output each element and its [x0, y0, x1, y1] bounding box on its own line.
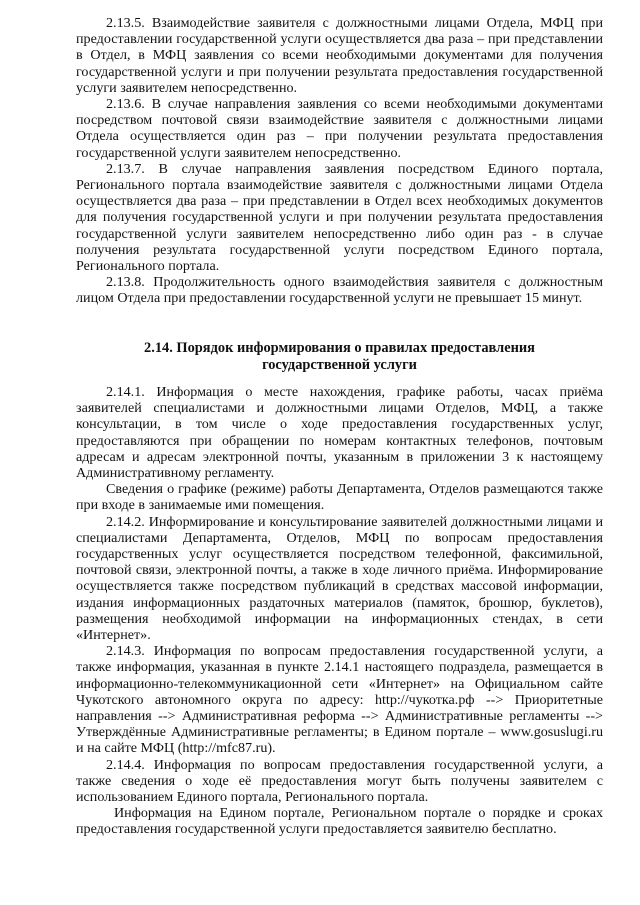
paragraph-2-14-4: 2.14.4. Информация по вопросам предоставления государственной услуги, а также сведения о ходе её предоставления могут быть получены заявителем с использованием Единого портала, Регионального портала.	[76, 756, 603, 806]
paragraph-2-13-8: 2.13.8. Продолжительность одного взаимодействия заявителя с должностным лицом Отдела при предоставлении государственной услуги не превышает 15 минут.	[76, 274, 603, 307]
section-2-14-heading	[76, 340, 603, 373]
section-2-13	[76, 15, 603, 307]
paragraph-2-13-7: 2.13.7. В случае направления заявления посредством Единого портала, Регионального портала взаимодействие заявителя с должностными лицами Отдела осуществляется два раза – при представлении в Отдел всех необходимых документов для получения государственной услуги и при получении результата предоставления государственной услуги заявителем непосредственно либо один раз - в случае получения результата государственной услуги посредством Единого портала, Регионального портала.	[76, 160, 603, 275]
heading-line-1: 2.14. Порядок информирования о правилах предоставления	[144, 340, 535, 356]
heading-line-2: государственной услуги	[262, 356, 417, 373]
section-2-14	[76, 384, 603, 838]
paragraph-free-info: Информация на Едином портале, Региональном портале о порядке и сроках предоставления государственной услуги предоставляется заявителю бесплатно.	[76, 805, 603, 838]
paragraph-2-14-2: 2.14.2. Информирование и консультирование заявителей должностными лицами и специалистами Департамента, Отделов, МФЦ по вопросам предоставления государственных услуг осуществляется посредством телефонной, факсимильной, почтовой связи, электронной почты, а также в ходе личного приёма. Информирование осуществляется также посредством публикаций в средствах массовой информации, издания информационных раздаточных материалов (памяток, брошюр, буклетов), размещения необходимой информации на информационных стендах, в сети «Интернет».	[76, 513, 603, 644]
paragraph-2-13-6: 2.13.6. В случае направления заявления со всеми необходимыми документами посредством почтовой связи взаимодействие заявителя с должностными лицами Отдела осуществляется один раз – при получении результата предоставления государственной услуги заявителем непосредственно.	[76, 96, 603, 161]
paragraph-2-14-1: 2.14.1. Информация о месте нахождения, графике работы, часах приёма заявителей специалистами и должностными лицами Отделов, МФЦ, а также консультации, в том числе о ходе предоставления государственных услуг, предоставляются при обращении по номерам контактных телефонов, почтовым адресам и адресам электронной почты, указанным в приложении 3 к настоящему Административному регламенту.	[76, 384, 603, 482]
paragraph-schedule: Сведения о графике (режиме) работы Департамента, Отделов размещаются также при входе в занимаемые ими помещения.	[76, 481, 603, 514]
paragraph-2-13-5: 2.13.5. Взаимодействие заявителя с должностными лицами Отдела, МФЦ при предоставлении государственной услуги осуществляется два раза – при представлении в Отдел, в МФЦ заявления со всеми необходимыми документами для получения государственной услуги и при получении результата предоставления государственной услуги заявителем непосредственно.	[76, 15, 603, 96]
paragraph-2-14-3: 2.14.3. Информация по вопросам предоставления государственной услуги, а также информация, указанная в пункте 2.14.1 настоящего подраздела, размещается в информационно-телекоммуникационной сети «Интернет» на Официальном сайте Чукотского автономного округа по адресу: http://чукотка.рф --> Приоритетные направления --> Административная реформа --> Административные регламенты --> Утверждённые Административные регламенты; в Едином портале – www.gosuslugi.ru и на сайте МФЦ (http://mfc87.ru).	[76, 643, 603, 757]
